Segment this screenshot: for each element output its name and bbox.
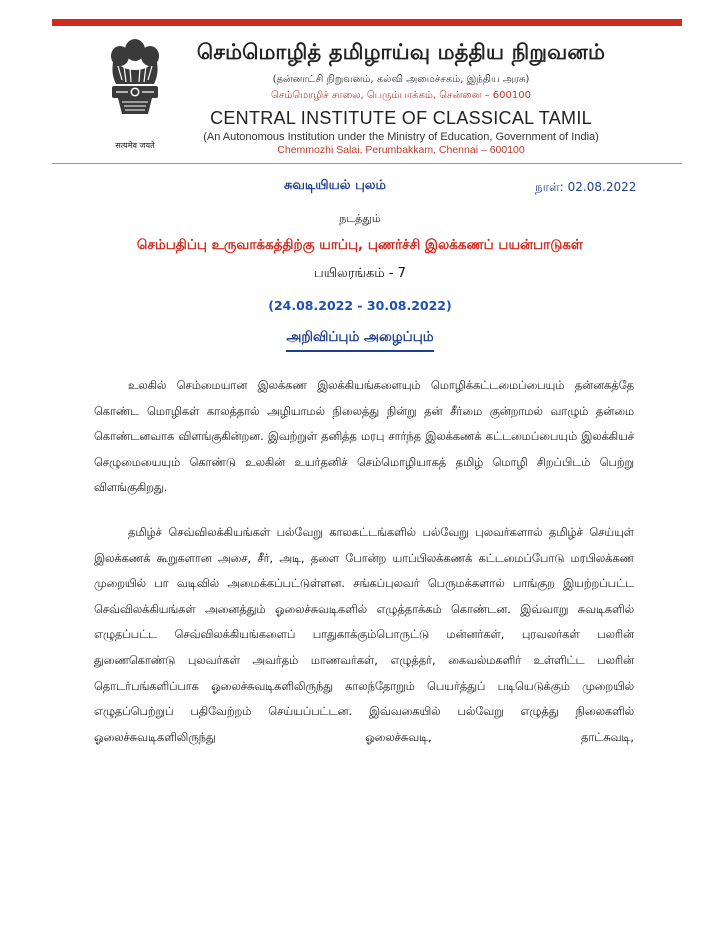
institute-address-english: Chemmozhi Salai, Perumbakkam, Chennai – 600100 [277,144,525,156]
institute-status-tamil: (தன்னாட்சி நிறுவனம், கல்வி அமைச்சகம், இந்திய அரசு) [272,74,530,85]
body-paragraph-1 [94,373,634,501]
workshop-date-range: (24.08.2022 - 30.08.2022) [268,298,452,313]
notice-heading: அறிவிப்பும் அழைப்பும் [286,329,433,352]
header-accent-bar [52,19,682,26]
department-name: சுவடியியல் புலம் [284,178,387,193]
workshop-title: செம்பதிப்பு உருவாக்கத்திற்கு யாப்பு, புணர்ச்சி இலக்கணப் பயன்பாடுகள் [136,237,584,253]
emblem-motto: सत्यमेव जयते [115,141,155,150]
institute-status-english: (An Autonomous Institution under the Ministry of Education, Government of India) [203,131,599,143]
ashoka-emblem-icon [104,36,166,134]
notice-heading-wrap [0,326,720,352]
body-paragraph-1-text: உலகில் செம்மையான இலக்கண இலக்கியங்களையும் மொழிக்கட்டமைப்பையும் தன்னகத்தே கொண்ட மொழிகள் காலத்தால் அழியாமல் நிலைத்து நின்று தன் சீர்மை குன்றாமல் வாழும் தன்மை கொண்டனவாக விளங்குகின்றன. இவற்றுள் தனித்த மரபு சார்ந்த இலக்கணக் கட்டமைப்பையும் இலக்கியச் செழுமையையும் கொண்டு உலகின் உயர்தனிச் செம்மொழியாகத் தமிழ் மொழி சிறப்பிடம் பெற்று விளங்குகிறது. [94,379,634,495]
notice-date: நாள்: 02.08.2022 [535,180,637,194]
conducts-label: நடத்தும் [339,212,381,225]
body-paragraph-2 [94,520,634,750]
institute-address-tamil: செம்மொழிச் சாலை, பெரும்பாக்கம், சென்னை – 600100 [271,90,531,101]
emblem [104,36,166,152]
header-divider [52,163,682,164]
session-number: பயிலரங்கம் - 7 [314,266,406,281]
body-paragraph-2-text: தமிழ்ச் செவ்விலக்கியங்கள் பல்வேறு காலகட்டங்களில் பல்வேறு புலவர்களால் தமிழ்ச் செய்யுள் இலக்கணக் கூறுகளான அசை, சீர், அடி, தளை போன்ற யாப்பிலக்கணக் கட்டமைப்போடு மரபிலக்கண முறையில் பா வடிவில் அமைக்கப்பட்டுள்ளன. சங்கப்புலவர் பெருமக்களால் பாங்குற இயற்றப்பட்ட செவ்விலக்கியங்கள் அனைத்தும் ஓலைச்சுவடிகளில் எழுத்தாக்கம் கொண்டன. இவ்வாறு சுவடிகளில் எழுதப்பட்ட செவ்விலக்கியங்களைப் பாதுகாக்கும்பொருட்டு மன்னர்கள், புரவலர்கள் பலரின் துணைகொண்டு புலவர்கள் அவர்தம் மாணவர்கள், எழுத்தர், கைவல்மகளிர் உள்ளிட்ட பலரின் தொடர்பங்களிப்பாக ஓலைச்சுவடிகளிலிருந்து காலந்தோறும் பெயர்த்துப் படியெடுக்கும் முறையில் எழுதப்பெற்றுப் பதிவேற்றம் செய்யப்பட்டன. இவ்வகையில் பல்வேறு எழுத்து நிலைகளில் ஓலைச்சுவடிகளிலிருந்து ஓலைச்சுவடி, தாட்சுவடி, [94,526,634,744]
institute-name-english: CENTRAL INSTITUTE OF CLASSICAL TAMIL [210,108,592,128]
institute-name-tamil: செம்மொழித் தமிழாய்வு மத்திய நிறுவனம் [196,40,606,64]
